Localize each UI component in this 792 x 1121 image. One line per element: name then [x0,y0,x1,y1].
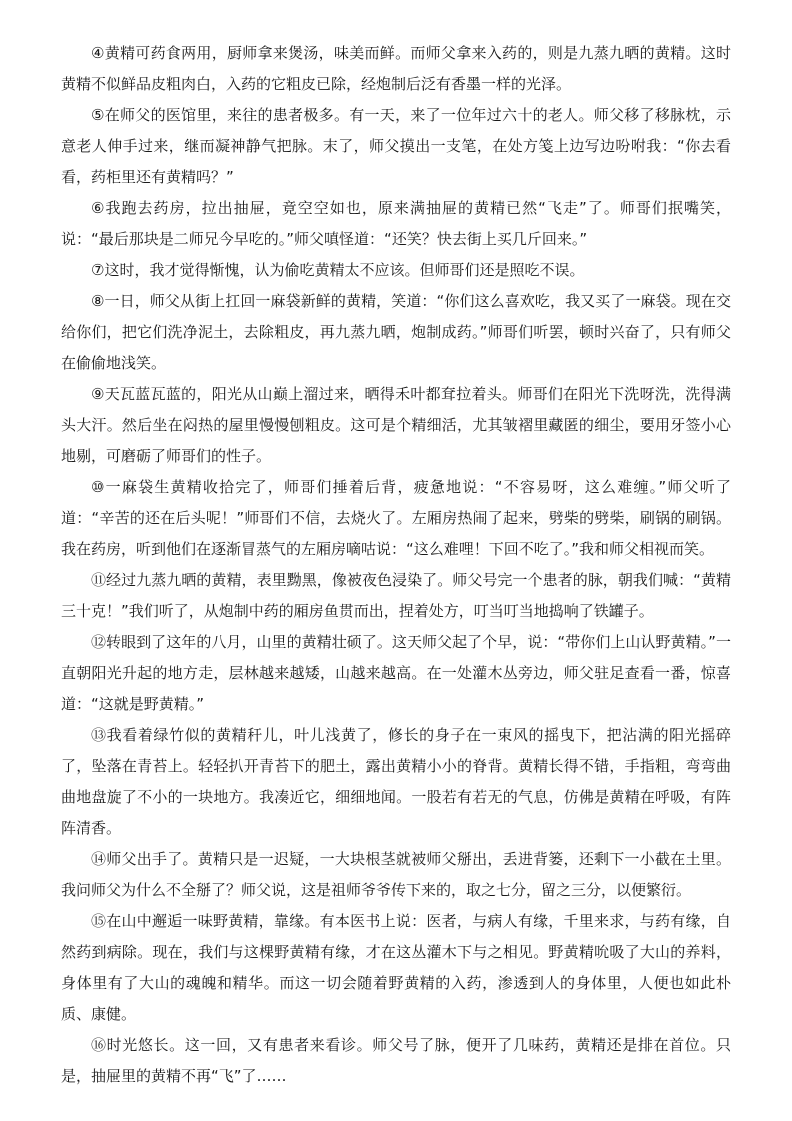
paragraph-10: ⑩一麻袋生黄精收拾完了，师哥们捶着后背，疲惫地说：“不容易呀，这么难缠。”师父听了道：“辛苦的还在后头呢！”师哥们不信，去烧火了。左厢房热闹了起来，劈柴的劈柴，刷锅的刷锅。我在药房，听到他们在逐渐冒蒸气的左厢房嘀咕说：“这么难哩！下回不吃了。”我和师父相视而笑。 [61,478,731,558]
paragraph-11: ⑪经过九蒸九晒的黄精，表里黝黑，像被夜色浸染了。师父号完一个患者的脉，朝我们喊：“黄精三十克！”我们听了，从炮制中药的厢房鱼贯而出，捏着处方，叮当叮当地捣响了铁罐子。 [61,571,731,620]
paragraph-7: ⑦这时，我才觉得惭愧，认为偷吃黄精太不应该。但师哥们还是照吃不误。 [91,261,585,279]
paragraph-5: ⑤在师父的医馆里，来往的患者极多。有一天，来了一位年过六十的老人。师父移了移脉枕，示意老人伸手过来，继而凝神静气把脉。末了，师父摸出一支笔，在处方笺上边写边吩咐我：“你去看看，药柜里还有黄精吗？” [61,106,731,186]
paragraph-14: ⑭师父出手了。黄精只是一迟疑，一大块根茎就被师父掰出，丢进背篓，还剩下一小截在土里。我问师父为什么不全掰了？师父说，这是祖师爷爷传下来的，取之七分，留之三分，以便繁衍。 [61,850,731,899]
paragraph-15: ⑮在山中邂逅一味野黄精，靠缘。有本医书上说：医者，与病人有缘，千里来求，与药有缘，自然药到病除。现在，我们与这棵野黄精有缘，才在这丛灌木下与之相见。野黄精吮吸了大山的养料，身体里有了大山的魂魄和精华。而这一切会随着野黄精的入药，渗透到人的身体里，人便也如此朴质、康健。 [61,912,731,1023]
paragraph-13: ⑬我看着绿竹似的黄精秆儿，叶儿浅黄了，修长的身子在一束风的摇曳下，把沾满的阳光摇碎了，坠落在青苔上。轻轻扒开青苔下的肥土，露出黄精小小的脊背。黄精长得不错，手指粗，弯弯曲曲地盘旋了不小的一块地方。我凑近它，细细地闻。一股若有若无的气息，仿佛是黄精在呼吸，有阵阵清香。 [61,726,731,837]
paragraph-8: ⑧一日，师父从街上扛回一麻袋新鲜的黄精，笑道：“你们这么喜欢吃，我又买了一麻袋。现在交给你们，把它们洗净泥土，去除粗皮，再九蒸九晒，炮制成药。”师哥们听罢，顿时兴奋了，只有师父在偷偷地浅笑。 [61,292,731,372]
paragraph-4: ④黄精可药食两用，厨师拿来煲汤，味美而鲜。而师父拿来入药的，则是九蒸九晒的黄精。这时黄精不似鲜品皮粗肉白，入药的它粗皮已除，经炮制后泛有香墨一样的光泽。 [61,44,731,93]
document-body [61,38,731,1092]
paragraph-9: ⑨天瓦蓝瓦蓝的，阳光从山巅上溜过来，晒得禾叶都耷拉着头。师哥们在阳光下洗呀洗，洗得满头大汗。然后坐在闷热的屋里慢慢刨粗皮。这可是个精细活，尤其皱褶里藏匿的细尘，要用牙签小心地剔，可磨砺了师哥们的性子。 [61,385,731,465]
paragraph-12: ⑫转眼到了这年的八月，山里的黄精壮硕了。这天师父起了个早，说：“带你们上山认野黄精。”一直朝阳光升起的地方走，层林越来越矮，山越来越高。在一处灌木丛旁边，师父驻足查看一番，惊喜道：“这就是野黄精。” [61,633,731,713]
paragraph-6: ⑥我跑去药房，拉出抽屉，竟空空如也，原来满抽屉的黄精已然“飞走”了。师哥们抿嘴笑，说：“最后那块是二师兄今早吃的。”师父嗔怪道：“还笑？快去街上买几斤回来。” [61,199,731,248]
paragraph-16: ⑯时光悠长。这一回，又有患者来看诊。师父号了脉，便开了几味药，黄精还是排在首位。只是，抽屉里的黄精不再“飞”了…… [61,1036,731,1085]
